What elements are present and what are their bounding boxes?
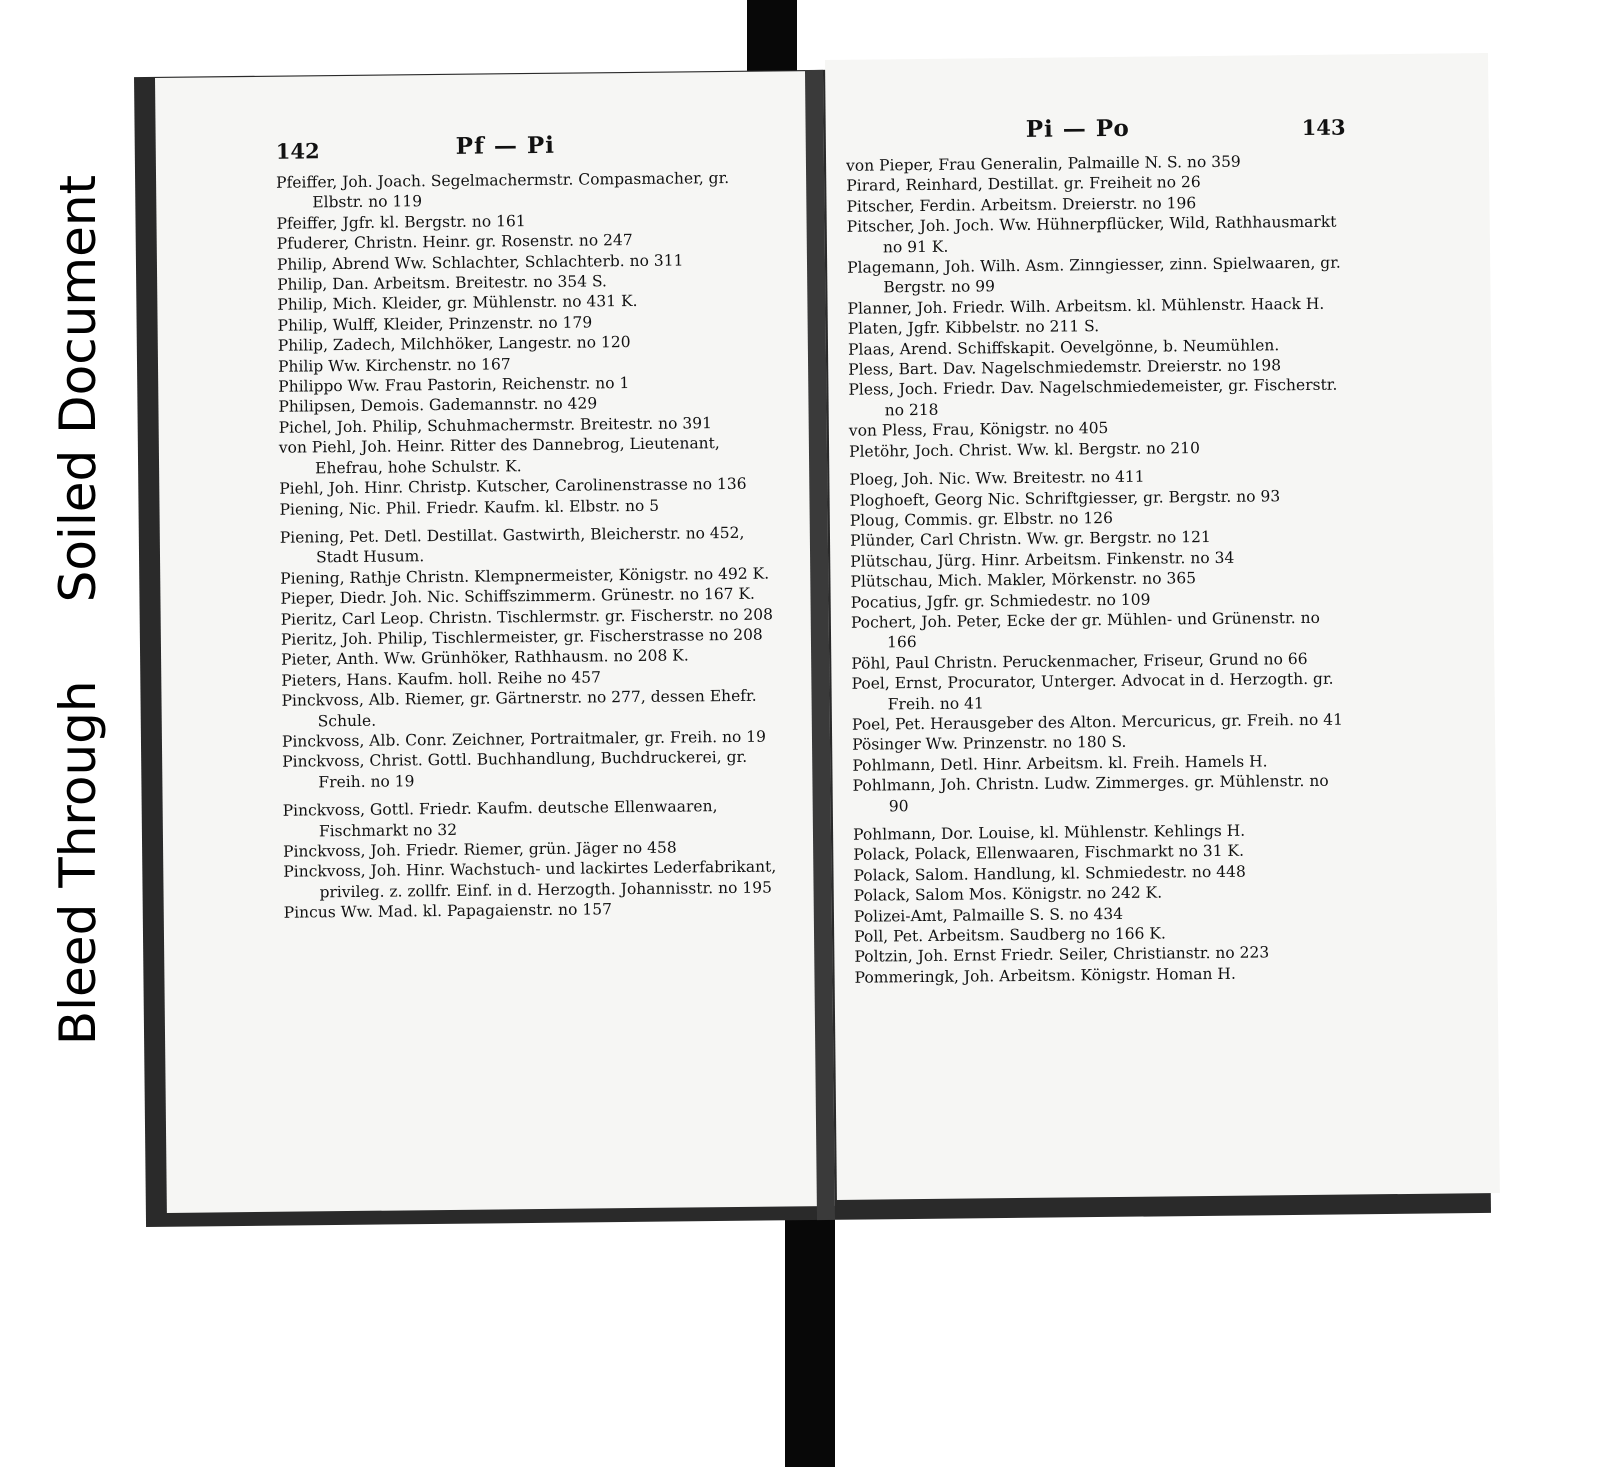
entry: Philippo Ww. Frau Pastorin, Reichenstr. no 1: [278, 374, 630, 396]
entry: Pitscher, Joh. Joch. Ww. Hühnerpflücker, Wild, Rathhausmarkt no 91 K.: [846, 212, 1337, 257]
left-page-entries: [276, 167, 789, 923]
entry: Pohlmann, Joh. Christn. Ludw. Zimmerges. gr. Mühlenstr. no 90: [852, 771, 1329, 815]
entry: Poltzin, Joh. Ernst Friedr. Seiler, Christianstr. no 223: [854, 943, 1270, 967]
right-page-entries: [846, 151, 1355, 988]
entry: Pitscher, Ferdin. Arbeitsm. Dreierstr. no 196: [846, 193, 1197, 216]
entry: Plünder, Carl Christn. Ww. gr. Bergstr. no 121: [849, 528, 1211, 551]
entry: Plütschau, Jürg. Hinr. Arbeitsm. Finkenstr. no 34: [850, 548, 1235, 571]
entry: Pirard, Reinhard, Destillat. gr. Freiheit no 26: [846, 173, 1201, 196]
entry: Philip Ww. Kirchenstr. no 167: [277, 354, 511, 376]
entry: Polack, Polack, Ellenwaaren, Fischmarkt no 31 K.: [853, 842, 1245, 865]
binding-strip-top: [747, 0, 797, 80]
entry: Pieters, Hans. Kaufm. holl. Reihe no 457: [281, 668, 602, 690]
entry: Pieritz, Carl Leop. Christn. Tischlermstr. gr. Fischerstr. no 208: [280, 605, 773, 629]
entry: Pinckvoss, Christ. Gottl. Buchhandlung, Buchdruckerei, gr. Freih. no 19: [282, 748, 748, 792]
entry: Planner, Joh. Friedr. Wilh. Arbeitsm. kl. Mühlenstr. Haack H.: [847, 294, 1325, 318]
entry: Pieritz, Joh. Philip, Tischlermeister, gr. Fischerstrasse no 208: [280, 625, 763, 649]
entry: Pieter, Anth. Ww. Grünhöker, Rathhausm. no 208 K.: [281, 646, 689, 670]
entry: Pfeiffer, Jgfr. kl. Bergstr. no 161: [276, 211, 526, 233]
entry: Platen, Jgfr. Kibbelstr. no 211 S.: [847, 317, 1100, 339]
entry: Philip, Wulff, Kleider, Prinzenstr. no 179: [277, 313, 593, 335]
entry: Piehl, Joh. Hinr. Christp. Kutscher, Carolinenstrasse no 136: [279, 474, 747, 498]
left-page-number: 142: [275, 138, 320, 164]
left-page-range: Pf — Pi: [455, 131, 556, 160]
entry: Plütschau, Mich. Makler, Mörkenstr. no 365: [850, 569, 1197, 591]
entry: Pohlmann, Dor. Louise, kl. Mühlenstr. Kehlings H.: [853, 821, 1246, 844]
soiled-document-label: Soiled Document: [49, 174, 107, 603]
entry: Pochert, Joh. Peter, Ecke der gr. Mühlen- und Grünenstr. no 166: [850, 608, 1320, 652]
entry: Piening, Rathje Christn. Klempnermeister, Königstr. no 492 K.: [280, 564, 770, 588]
left-page-header: [155, 71, 823, 164]
entry: Poll, Pet. Arbeitsm. Saudberg no 166 K.: [854, 924, 1166, 946]
entry: Plaas, Arend. Schiffskapit. Oevelgönne, b. Neumühlen.: [847, 335, 1280, 359]
entry: Pösinger Ww. Prinzenstr. no 180 S.: [852, 733, 1127, 755]
entry: Pieper, Diedr. Joh. Nic. Schiffszimmerm. Grünestr. no 167 K.: [280, 584, 756, 608]
entry: Pletöhr, Joch. Christ. Ww. kl. Bergstr. no 210: [849, 438, 1201, 461]
entry: Pinckvoss, Joh. Friedr. Riemer, grün. Jäger no 458: [283, 838, 677, 861]
right-page: [825, 53, 1500, 1200]
entry: von Pieper, Frau Generalin, Palmaille N. S. no 359: [846, 152, 1241, 175]
entry: Pinckvoss, Joh. Hinr. Wachstuch- und lackirtes Lederfabrikant, privileg. z. zollfr. Einf. in d. Herzogth. Johannisstr. no 195: [283, 857, 777, 902]
entry: Ploug, Commis. gr. Elbstr. no 126: [849, 508, 1113, 530]
entry: Piening, Pet. Detl. Destillat. Gastwirth, Bleicherstr. no 452, Stadt Husum.: [279, 523, 745, 567]
entry: Philip, Mich. Kleider, gr. Mühlenstr. no 431 K.: [277, 292, 638, 315]
entry: Polack, Salom. Handlung, kl. Schmiedestr. no 448: [853, 862, 1246, 885]
entry: Pfuderer, Christn. Heinr. gr. Rosenstr. no 247: [276, 231, 633, 253]
entry: Pless, Joch. Friedr. Dav. Nagelschmiedemeister, gr. Fischerstr. no 218: [848, 376, 1338, 420]
binding-strip-bottom: [785, 1205, 835, 1467]
entry: Polack, Salom Mos. Königstr. no 242 K.: [853, 883, 1163, 905]
entry: von Pless, Frau, Königstr. no 405: [848, 419, 1109, 441]
right-page-header: [825, 53, 1488, 143]
entry: von Piehl, Joh. Heinr. Ritter des Dannebrog, Lieutenant, Ehefrau, hohe Schulstr. K.: [278, 434, 720, 478]
entry: Pless, Bart. Dav. Nagelschmiedemstr. Dreierstr. no 198: [848, 356, 1282, 379]
entry: Philip, Dan. Arbeitsm. Breitestr. no 354 S.: [277, 272, 608, 294]
entry: Pöhl, Paul Christn. Peruckenmacher, Friseur, Grund no 66: [851, 649, 1308, 673]
entry: Poel, Pet. Herausgeber des Alton. Mercuricus, gr. Freih. no 41: [851, 710, 1343, 734]
entry: Pinckvoss, Alb. Riemer, gr. Gärtnerstr. no 277, dessen Ehefr. Schule.: [281, 686, 757, 730]
entry: Ploghoeft, Georg Nic. Schriftgiesser, gr. Bergstr. no 93: [849, 486, 1281, 510]
entry: Polizei-Amt, Palmaille S. S. no 434: [853, 904, 1124, 926]
entry: Pichel, Joh. Philip, Schuhmachermstr. Breitestr. no 391: [278, 414, 713, 437]
entry: Ploeg, Joh. Nic. Ww. Breitestr. no 411: [849, 467, 1145, 489]
entry: Philip, Zadech, Milchhöker, Langestr. no 120: [277, 333, 631, 355]
entry: Philipsen, Demois. Gademannstr. no 429: [278, 394, 598, 417]
entry: Piening, Nic. Phil. Friedr. Kaufm. kl. Elbstr. no 5: [279, 496, 660, 519]
bleed-through-label: Bleed Through: [49, 680, 107, 1046]
entry: Pinckvoss, Alb. Conr. Zeichner, Portraitmaler, gr. Freih. no 19: [281, 727, 767, 751]
entry: Pinckvoss, Gottl. Friedr. Kaufm. deutsche Ellenwaaren, Fischmarkt no 32: [282, 797, 718, 840]
right-page-number: 143: [1301, 114, 1346, 141]
entry: Pommeringk, Joh. Arbeitsm. Königstr. Homan H.: [854, 964, 1236, 987]
entry: Pohlmann, Detl. Hinr. Arbeitsm. kl. Freih. Hamels H.: [852, 752, 1268, 775]
entry: Poel, Ernst, Procurator, Unterger. Advocat in d. Herzogth. gr. Freih. no 41: [851, 669, 1334, 713]
entry: Pincus Ww. Mad. kl. Papagaienstr. no 157: [283, 900, 613, 922]
entry: Pocatius, Jgfr. gr. Schmiedestr. no 109: [850, 590, 1151, 612]
entry: Plagemann, Joh. Wilh. Asm. Zinngiesser, zinn. Spielwaaren, gr. Bergstr. no 99: [847, 253, 1341, 297]
side-label: [28, 95, 128, 1125]
left-page: [155, 71, 835, 1213]
entry: Pfeiffer, Joh. Joach. Segelmachermstr. Compasmacher, gr. Elbstr. no 119: [276, 168, 730, 212]
right-page-range: Pi — Po: [1025, 114, 1130, 143]
entry: Philip, Abrend Ww. Schlachter, Schlachterb. no 311: [276, 251, 684, 274]
